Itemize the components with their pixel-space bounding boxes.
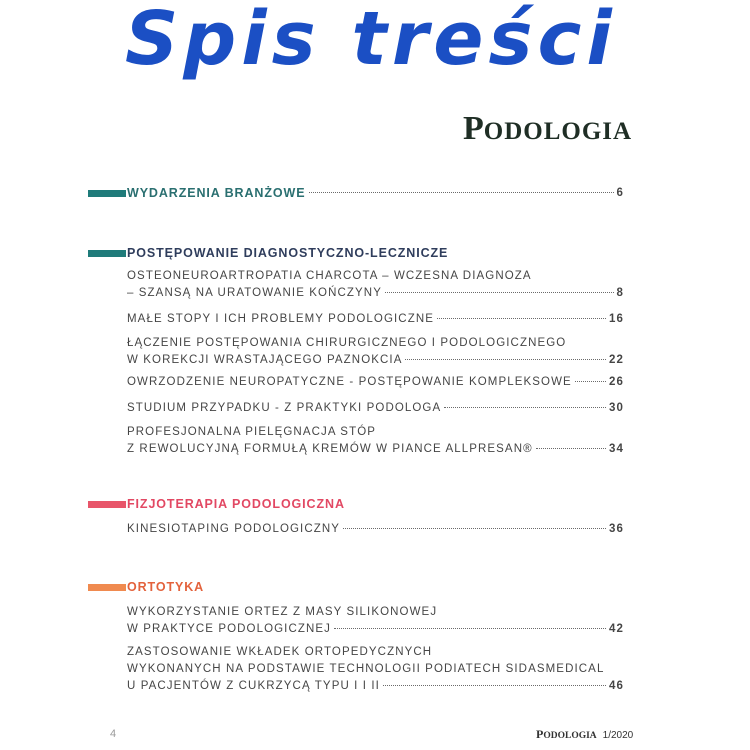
leader-dots — [334, 628, 606, 629]
page-number: 6 — [616, 187, 624, 199]
footer-brand-initial: P — [536, 727, 544, 741]
page-number: 22 — [609, 354, 624, 366]
leader-dots — [385, 292, 614, 293]
entry-title-line: WYKONANYCH NA PODSTAWIE TECHNOLOGII PODIATECH SIDASMEDICAL — [127, 663, 605, 675]
entry-title-line: – SZANSĄ NA URATOWANIE KOŃCZYNY — [127, 287, 382, 299]
brand-logo — [463, 112, 632, 146]
page-title: Spis treści — [125, 0, 617, 82]
toc-entry[interactable] — [127, 424, 624, 458]
section-color-bar — [88, 584, 126, 591]
entry-title-line: U PACJENTÓW Z CUKRZYCĄ TYPU I I II — [127, 680, 380, 692]
brand-logo-initial: P — [463, 110, 484, 147]
footer-issue: 1/2020 — [602, 730, 634, 741]
toc-entry[interactable] — [127, 521, 624, 538]
page-number: 36 — [609, 523, 624, 535]
leader-dots — [405, 359, 606, 360]
toc-entry[interactable] — [127, 374, 624, 391]
page-number: 30 — [609, 402, 624, 414]
toc-entry[interactable] — [127, 604, 624, 638]
section-label: WYDARZENIA BRANŻOWE — [127, 186, 306, 200]
toc-entry-wydarzenia[interactable] — [128, 184, 624, 202]
toc-entry[interactable] — [127, 644, 624, 695]
toc-entry[interactable] — [127, 311, 624, 328]
footer-page-number: 4 — [110, 728, 117, 740]
brand-logo-rest: ODOLOGIA — [483, 118, 633, 145]
leader-dots — [437, 318, 606, 319]
toc-entry[interactable] — [127, 335, 624, 369]
leader-dots — [343, 528, 606, 529]
entry-title-line: KINESIOTAPING PODOLOGICZNY — [127, 523, 341, 535]
leader-dots — [309, 192, 613, 193]
page-number: 34 — [609, 443, 624, 455]
section-label: FIZJOTERAPIA PODOLOGICZNA — [127, 497, 345, 511]
entry-title-line: STUDIUM PRZYPADKU - Z PRAKTYKI PODOLOGA — [127, 402, 442, 414]
page-number: 26 — [609, 376, 624, 388]
entry-title-line: W PRAKTYCE PODOLOGICZNEJ — [127, 623, 332, 635]
section-color-bar — [88, 501, 126, 508]
section-heading-fizjoterapia — [88, 497, 345, 511]
entry-title-line: WYKORZYSTANIE ORTEZ Z MASY SILIKONOWEJ — [127, 606, 438, 618]
entry-title-line: OSTEONEUROARTROPATIA CHARCOTA – WCZESNA DIAGNOZA — [127, 270, 532, 282]
section-label: POSTĘPOWANIE DIAGNOSTYCZNO-LECZNICZE — [127, 246, 449, 260]
leader-dots — [444, 407, 606, 408]
page-number: 8 — [616, 287, 624, 299]
footer-brand-rest: ODOLOGIA — [543, 731, 597, 741]
entry-title-line: Z REWOLUCYJNĄ FORMUŁĄ KREMÓW W PIANCE ALLPRESAN® — [127, 443, 533, 455]
entry-title-line: ŁĄCZENIE POSTĘPOWANIA CHIRURGICZNEGO I PODOLOGICZNEGO — [127, 337, 567, 349]
toc-entry[interactable] — [127, 268, 624, 302]
page-number: 42 — [609, 623, 624, 635]
entry-title-line: MAŁE STOPY I ICH PROBLEMY PODOLOGICZNE — [127, 313, 435, 325]
entry-title-line: ZASTOSOWANIE WKŁADEK ORTOPEDYCZNYCH — [127, 646, 433, 658]
section-label: ORTOTYKA — [127, 580, 205, 594]
section-color-bar — [88, 190, 126, 197]
entry-title-line: W KOREKCJI WRASTAJĄCEGO PAZNOKCIA — [127, 354, 403, 366]
entry-title-line: OWRZODZENIE NEUROPATYCZNE - POSTĘPOWANIE KOMPLEKSOWE — [127, 376, 572, 388]
leader-dots — [383, 685, 606, 686]
footer-brand — [536, 727, 633, 742]
page-number: 46 — [609, 680, 624, 692]
section-heading-postepowanie — [88, 246, 448, 260]
entry-title-line: PROFESJONALNA PIELĘGNACJA STÓP — [127, 426, 377, 438]
page-number: 16 — [609, 313, 624, 325]
footer-brand-name — [536, 727, 597, 741]
section-heading-ortotyka — [88, 580, 204, 594]
leader-dots — [536, 448, 606, 449]
leader-dots — [575, 381, 606, 382]
section-color-bar — [88, 250, 126, 257]
toc-entry[interactable] — [127, 400, 624, 417]
